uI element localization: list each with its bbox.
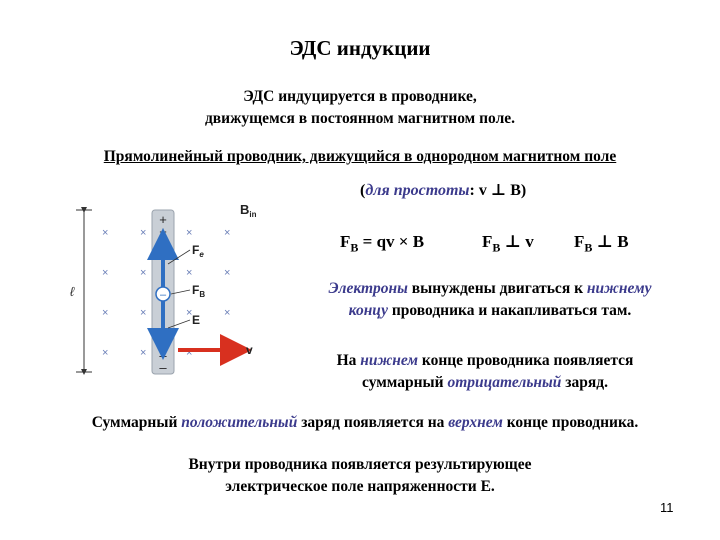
electrons-text: Электроны вынуждены двигаться к нижнему концу проводника и накапливаться там.	[328, 280, 652, 319]
svg-text:×: ×	[140, 267, 147, 279]
paren-open: (	[360, 182, 366, 199]
intro-line-2: движущемся в постоянном магнитном поле.	[204, 110, 516, 127]
fe-label: $F_e$	[192, 243, 204, 259]
page-number: 11	[660, 500, 674, 515]
svg-text:×: ×	[224, 267, 231, 279]
svg-text:×: ×	[224, 347, 231, 359]
positive-charge-text: Суммарный положительный заряд появляется на верхнем конце проводника.	[91, 414, 639, 431]
svg-text:×: ×	[140, 227, 147, 239]
b-field-label: $B_{in}$	[240, 202, 257, 219]
simplicity-note	[360, 180, 526, 200]
end-word: концу	[348, 302, 388, 319]
intro-text	[130, 86, 590, 130]
e-label: E	[192, 313, 201, 327]
fb-label: $F_B$	[192, 283, 206, 299]
svg-text:×: ×	[140, 307, 147, 319]
formula-lorentz: $F_B$ = qv × B	[340, 232, 425, 255]
svg-text:×: ×	[102, 267, 109, 279]
electrons-word: Электроны	[328, 280, 408, 297]
lower-end-word: нижнем	[360, 352, 418, 369]
inside-field-text	[140, 454, 580, 498]
svg-text:–: –	[159, 289, 167, 301]
svg-text:×: ×	[186, 227, 193, 239]
svg-text:×: ×	[102, 347, 109, 359]
svg-text:×: ×	[224, 307, 231, 319]
formula-perp-b: $F_B$ ⊥ B	[574, 232, 629, 255]
negative-word: отрицательный	[447, 374, 562, 391]
length-label: ℓ	[70, 284, 75, 299]
minus-bottom: –	[159, 348, 167, 363]
svg-text:×: ×	[102, 307, 109, 319]
plus-top-2: +	[159, 224, 167, 239]
v-label: v	[246, 343, 253, 357]
svg-text:×: ×	[186, 347, 193, 359]
lower-end-text: На нижнем конце проводника появляется суммарный отрицательный заряд.	[336, 352, 634, 391]
simplicity-rest: : v ⊥ B)	[469, 182, 527, 199]
subtitle: Прямолинейный проводник, движущийся в однородном магнитном поле	[103, 148, 617, 165]
positive-word: положительный	[181, 414, 298, 431]
svg-text:×: ×	[186, 307, 193, 319]
plus-top: +	[159, 212, 167, 227]
slide-title: ЭДС индукции	[289, 36, 431, 60]
svg-text:×: ×	[140, 347, 147, 359]
lower-word: нижнему	[586, 280, 652, 297]
intro-line-1: ЭДС индуцируется в проводнике,	[243, 88, 477, 105]
inside-line-1: Внутри проводника появляется результирующее	[188, 456, 532, 473]
conductor-diagram	[60, 196, 280, 382]
svg-text:×: ×	[224, 227, 231, 239]
minus-bottom-2: –	[159, 360, 167, 375]
simplicity-italic: для простоты	[365, 182, 470, 199]
formula-perp-v: $F_B$ ⊥ v	[482, 232, 534, 255]
upper-word: верхнем	[448, 414, 503, 431]
svg-text:×: ×	[102, 227, 109, 239]
svg-text:×: ×	[186, 267, 193, 279]
inside-line-2: электрическое поле напряженности E.	[225, 478, 495, 495]
